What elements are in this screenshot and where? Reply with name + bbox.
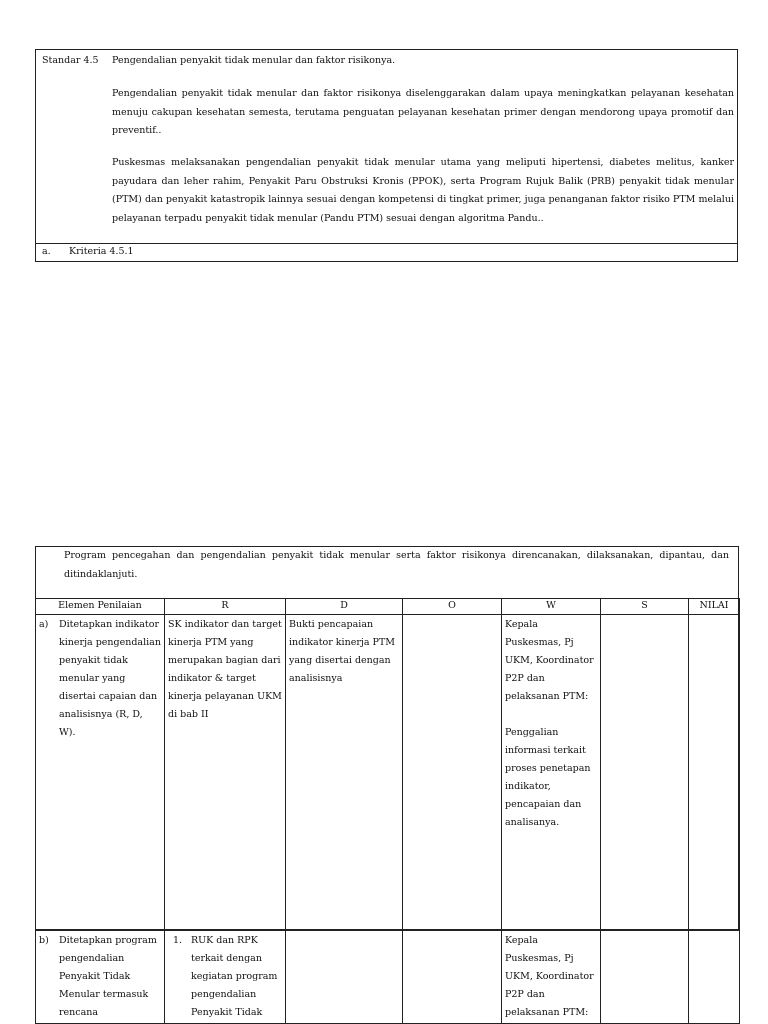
w-text-2: Penggalian informasi terkait proses penetapan indikator, pencapaian dan analisanya. <box>505 727 591 828</box>
cell-nilai <box>689 615 740 931</box>
nilai-text <box>689 931 739 933</box>
criteria-heading <box>42 246 134 257</box>
cell-o <box>403 931 502 1024</box>
divider <box>36 243 737 244</box>
column-header-r: R <box>165 599 286 615</box>
r-text: RUK dan RPK terkait dengan kegiatan program pengendalian Penyakit Tidak <box>191 935 278 1018</box>
row-marker: b) <box>39 935 49 946</box>
row-marker: a) <box>39 619 49 630</box>
d-text <box>286 931 402 933</box>
criteria-marker: a. <box>42 246 51 257</box>
table-row <box>36 931 740 1024</box>
column-header-w: W <box>502 599 601 615</box>
cell-s <box>601 615 689 931</box>
cell-d <box>286 931 403 1024</box>
criteria-box <box>35 546 739 1018</box>
cell-d <box>286 615 403 931</box>
cell-elemen <box>36 931 165 1024</box>
elemen-text: Ditetapkan indikator kinerja pengendalian penyakit tidak menular yang disertai capaian dan analisisnya (R, D, W). <box>59 619 161 738</box>
s-text <box>601 615 688 617</box>
assessment-table <box>35 598 740 1024</box>
nilai-text <box>689 615 739 617</box>
d-text: Bukti pencapaian indikator kinerja PTM yang disertai dengan analisisnya <box>289 619 395 684</box>
cell-s <box>601 931 689 1024</box>
standard-paragraph-1: Pengendalian penyakit tidak menular dan faktor risikonya diselenggarakan dalam upaya meningkatkan pelayanan kesehatan menuju cakupan kesehatan semesta, terutama penguatan pelayanan kesehatan primer dengan mendorong upaya promotif dan preventif.. <box>112 88 734 136</box>
standard-label: Standar 4.5 <box>42 55 99 66</box>
s-text <box>601 931 688 933</box>
standard-box <box>35 49 738 262</box>
cell-elemen <box>36 615 165 931</box>
column-header-o: O <box>403 599 502 615</box>
r-text: SK indikator dan target kinerja PTM yang merupakan bagian dari indikator & target kinerja pelayanan UKM di bab II <box>168 619 282 720</box>
table-row <box>36 615 740 931</box>
column-header-elemen: Elemen Penilaian <box>36 599 165 615</box>
cell-r <box>165 615 286 931</box>
cell-o <box>403 615 502 931</box>
o-text <box>403 615 501 617</box>
standard-title: Pengendalian penyakit tidak menular dan faktor risikonya. <box>112 55 396 66</box>
column-header-d: D <box>286 599 403 615</box>
elemen-text: Ditetapkan program pengendalian Penyakit Tidak Menular termasuk rencana <box>59 935 157 1018</box>
standard-paragraph-2: Puskesmas melaksanakan pengendalian penyakit tidak menular utama yang meliputi hipertensi, diabetes melitus, kanker payudara dan leher rahim, Penyakit Paru Obstruksi Kronis (PPOK), serta Program Rujuk Balik (PRB) penyakit tidak menular (PTM) dan penyakit katastropik lainnya sesuai dengan kompetensi di tingkat primer, juga penanganan faktor risiko PTM melalui pelayanan terpadu penyakit tidak menular (Pandu PTM) sesuai dengan algoritma Pandu.. <box>112 157 734 224</box>
cell-w <box>502 615 601 931</box>
cell-nilai <box>689 931 740 1024</box>
table-header-row <box>36 599 740 615</box>
criteria-description: Program pencegahan dan pengendalian penyakit tidak menular serta faktor risikonya direncanakan, dilaksanakan, dipantau, dan ditindaklanjuti. <box>64 550 729 580</box>
criteria-label: Kriteria 4.5.1 <box>69 246 134 257</box>
column-header-nilai: NILAI <box>689 599 740 615</box>
r-number: 1. <box>173 935 183 946</box>
w-text-1: Kepala Puskesmas, Pj UKM, Koordinator P2P dan pelaksanan PTM: <box>505 619 594 702</box>
cell-w <box>502 931 601 1024</box>
cell-r <box>165 931 286 1024</box>
w-text-1: Kepala Puskesmas, Pj UKM, Koordinator P2P dan pelaksanan PTM: <box>505 935 594 1018</box>
o-text <box>403 931 501 933</box>
column-header-s: S <box>601 599 689 615</box>
